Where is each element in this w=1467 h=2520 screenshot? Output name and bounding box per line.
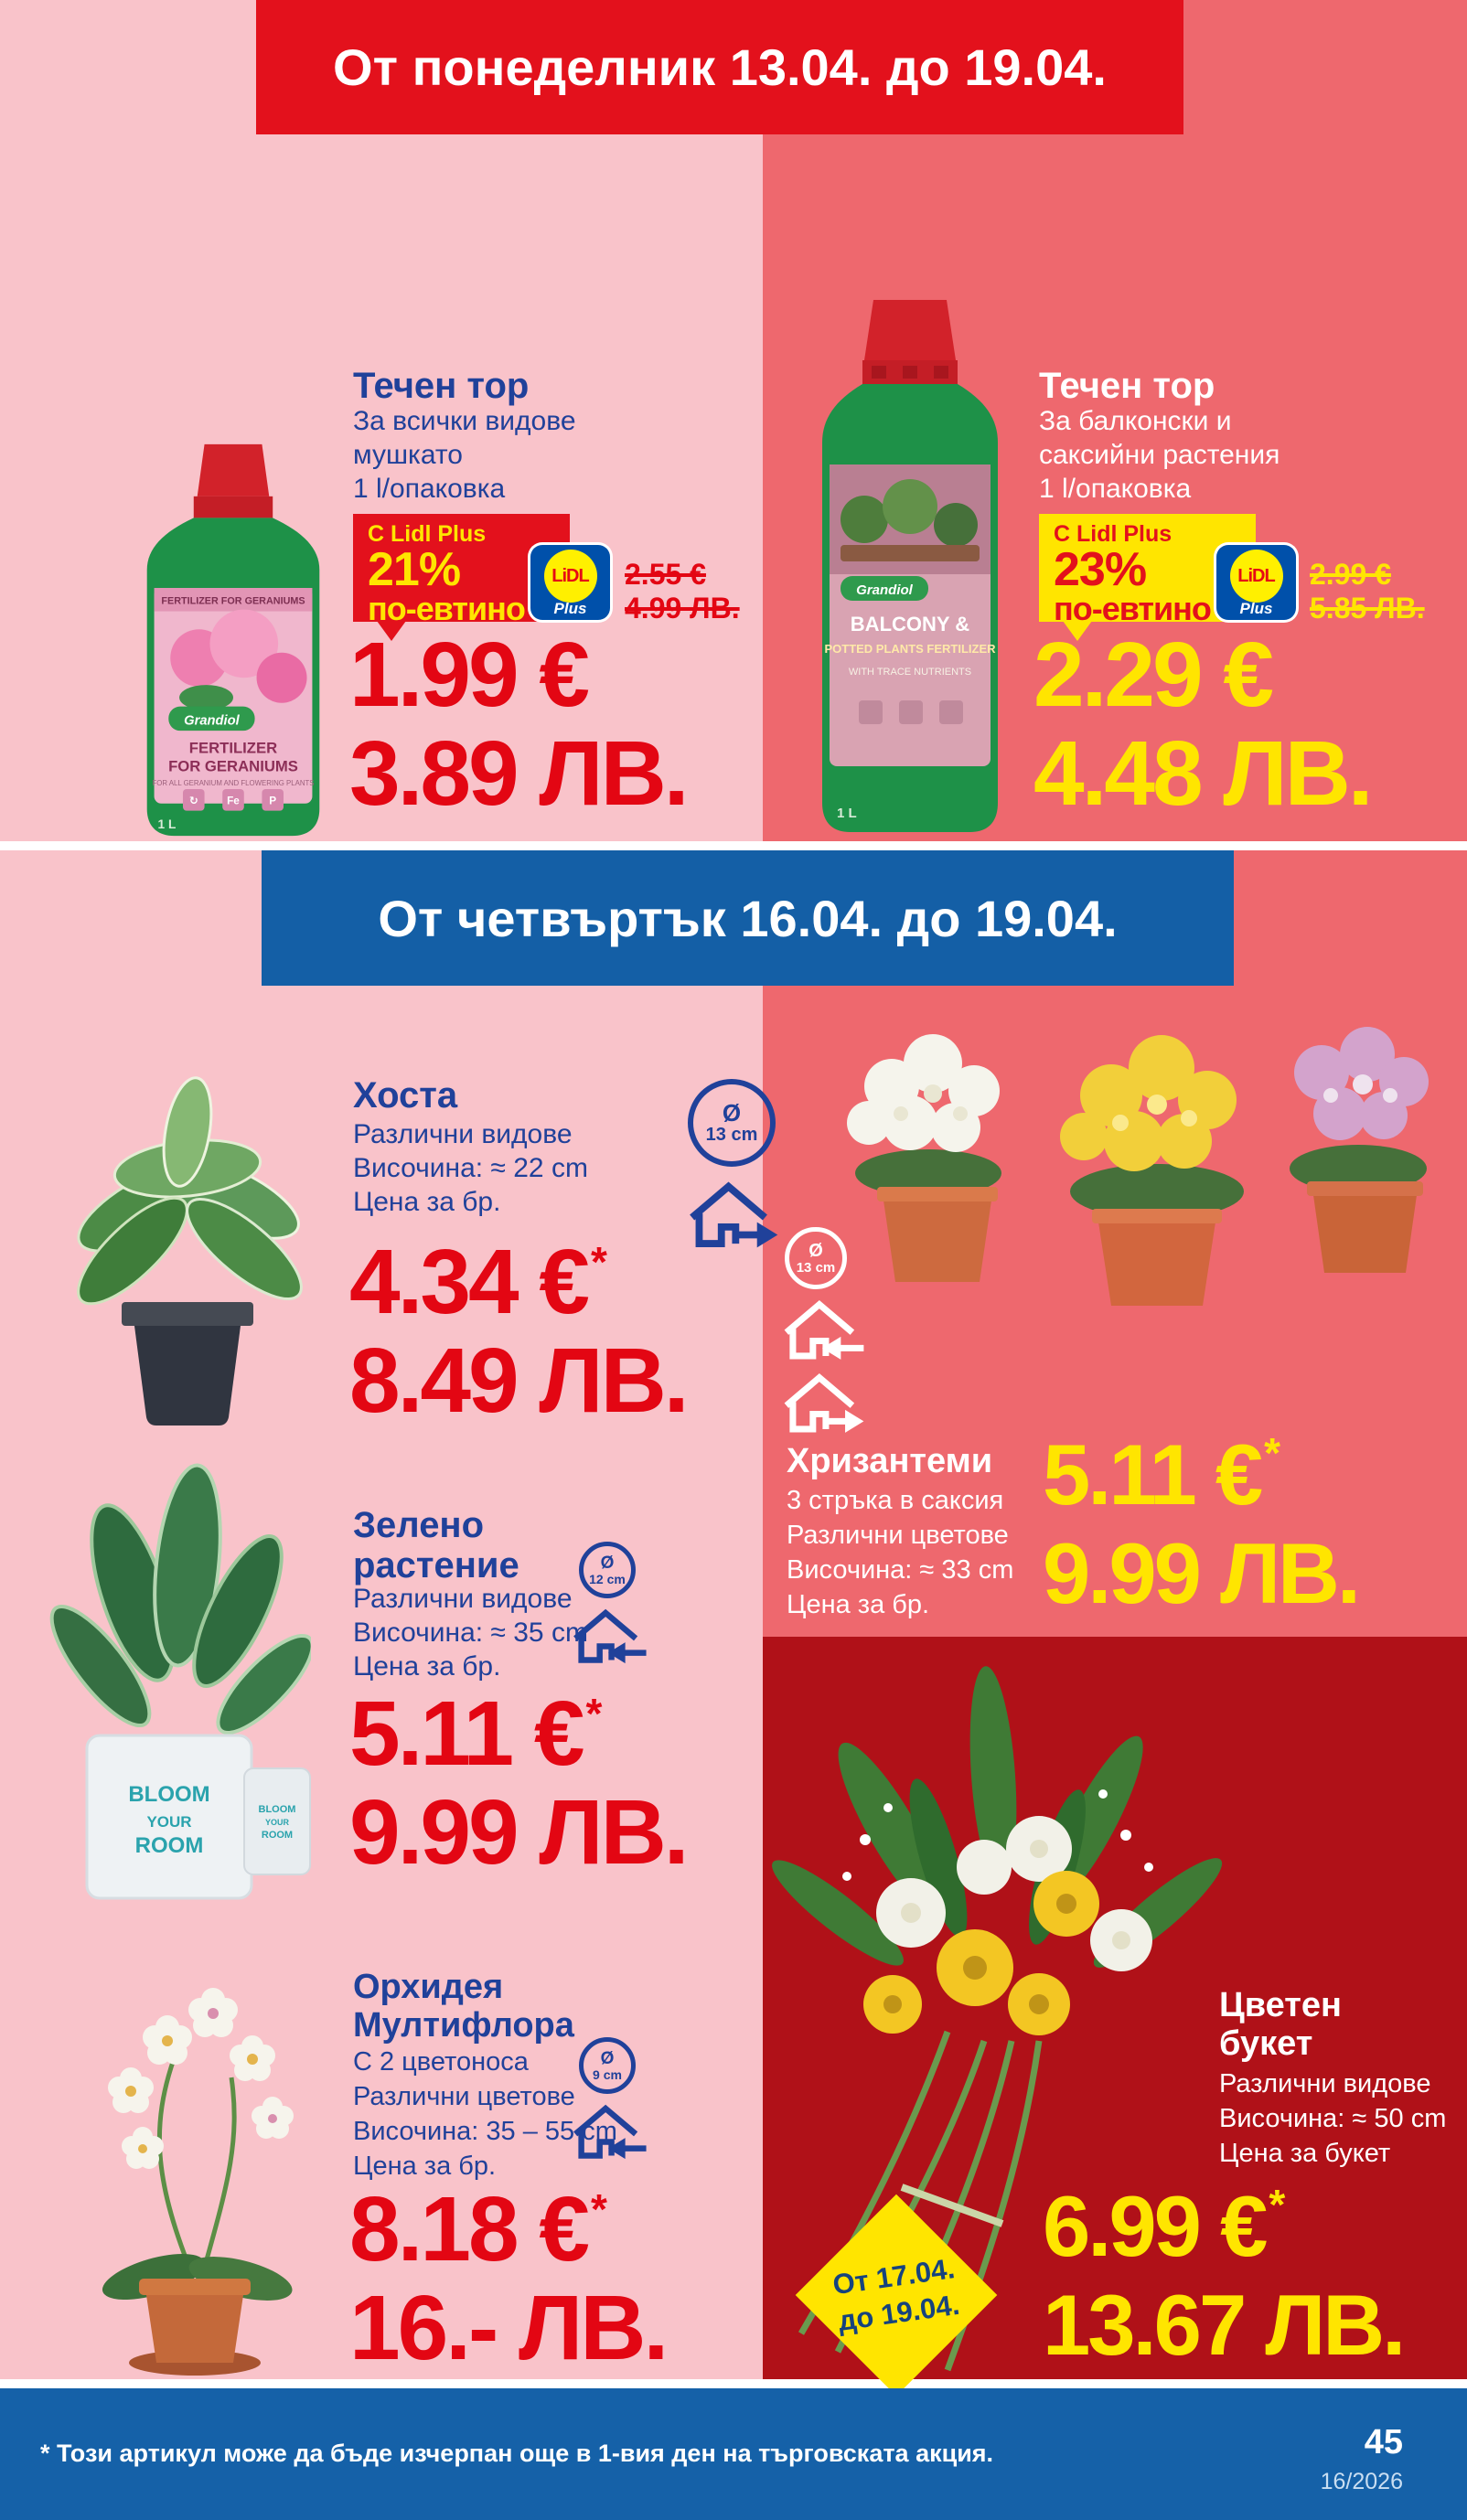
desc-line: Височина: 35 – 55 cm [353, 2117, 617, 2146]
diameter-symbol: Ø [722, 1099, 742, 1127]
desc-line: Височина: ≈ 50 cm [1219, 2104, 1447, 2133]
old-price-bgn: 4.99 ЛВ. [625, 592, 740, 625]
desc-line: Цена за бр. [353, 2152, 497, 2181]
product-title-orchid: Орхидея Мултифлора [353, 1968, 574, 2045]
product-desc-fert1 [353, 404, 576, 506]
price-eur-bouquet: 6.99 €* [1043, 2178, 1283, 2274]
price-bgn-fert1: 3.89 ЛВ. [349, 722, 687, 825]
price-eur-green: 5.11 €* [349, 1682, 600, 1785]
diameter-symbol: Ø [600, 1553, 615, 1573]
bottle2-brand: Grandiol [856, 582, 913, 598]
product-photo-fertilizer-geraniums [96, 437, 370, 841]
lidl-logo-circle: LiDL [544, 550, 597, 603]
price-bgn-bouquet: 13.67 ЛВ. [1043, 2277, 1404, 2373]
price-eur-chrys: 5.11 €* [1043, 1426, 1279, 1522]
pot2-text-room: ROOM [261, 1830, 294, 1841]
price-bgn-fert2: 4.48 ЛВ. [1033, 722, 1371, 825]
price-eur-orchid: 8.18 €* [349, 2178, 605, 2280]
date-banner-thursday [262, 850, 1234, 986]
desc-line: Височина: ≈ 22 cm [353, 1153, 588, 1183]
pot2-text-your: YOUR [264, 1818, 290, 1827]
bottle1-subtext: FOR ALL GERANIUM AND FLOWERING PLANTS [152, 779, 315, 788]
date-banner-monday [256, 0, 1183, 134]
asterisk: * [585, 1690, 600, 1737]
product-desc-green [353, 1582, 588, 1683]
desc-line: Различни видове [353, 1584, 573, 1614]
date-banner-monday-label: От понеделник 13.04. до 19.04. [333, 38, 1107, 96]
diameter-value: 12 cm [589, 1571, 626, 1586]
diameter-value: 13 cm [705, 1125, 758, 1145]
product-title-fert1: Течен тор [353, 366, 530, 406]
pot2-text-bloom: BLOOM [258, 1804, 296, 1815]
lidl-plus-logo [530, 545, 610, 620]
old-prices-fert2 [1310, 558, 1425, 625]
bottle1-icon2: Fe [227, 795, 240, 807]
asterisk: * [591, 1238, 605, 1286]
diameter-value: 9 cm [593, 2066, 622, 2082]
product-photo-hosta [50, 1022, 316, 1426]
bottle2-title1: BALCONY & [850, 613, 970, 635]
section-divider-bottom [0, 2379, 1467, 2388]
product-photo-fertilizer-balcony [782, 291, 1038, 839]
product-title-green: Зелено растение [353, 1505, 519, 1586]
product-desc-bouquet [1219, 2066, 1446, 2171]
price-bgn-orchid: 16.- ЛВ. [349, 2277, 667, 2379]
bottle2-volume: 1 L [837, 806, 857, 821]
lidl-logo-plus-label: Plus [553, 600, 587, 617]
pot-diameter-icon [579, 2037, 636, 2094]
indoor-plant-icon [569, 1606, 648, 1666]
old-price-eur: 2.99 € [1310, 558, 1391, 591]
bottle1-title1: FERTILIZER [188, 739, 278, 757]
desc-line: 1 l/опаковка [353, 474, 506, 504]
product-title-hosta: Хоста [353, 1075, 458, 1116]
badge-cheaper: по-евтино [1054, 590, 1211, 627]
bottle1-brand: Grandiol [184, 713, 240, 729]
issue-number: 16/2026 [1320, 2469, 1403, 2494]
price-bgn-chrys: 9.99 ЛВ. [1043, 1525, 1359, 1621]
product-photo-chrysanthemums [773, 986, 1467, 1306]
page-number: 45 [1364, 2423, 1403, 2461]
old-prices-fert1 [625, 558, 740, 625]
pot-diameter-icon [579, 1542, 636, 1598]
pot-diameter-icon [785, 1227, 847, 1289]
price-eur-hosta: 4.34 €* [349, 1231, 605, 1333]
indoor-plant-icon [779, 1297, 865, 1362]
diameter-symbol: Ø [600, 2048, 615, 2068]
desc-line: Цена за бр. [353, 1187, 501, 1217]
desc-line: 3 стръка в саксия [787, 1486, 1004, 1515]
desc-line: С 2 цветоноса [353, 2047, 529, 2077]
desc-line: Височина: ≈ 35 cm [353, 1618, 588, 1648]
price-bgn-hosta: 8.49 ЛВ. [349, 1329, 687, 1432]
badge-percent: 21% [368, 543, 461, 596]
desc-line: Различни цветове [353, 2082, 575, 2111]
desc-line: саксийни растения [1039, 440, 1280, 470]
bottle2-title2: POTTED PLANTS FERTILIZER [824, 642, 996, 656]
date-flash-diamond [794, 2193, 999, 2397]
indoor-plant-icon [569, 2101, 648, 2162]
pot-text-your: YOUR [146, 1813, 192, 1831]
diameter-value: 13 cm [796, 1259, 836, 1276]
bottle1-icon3: P [269, 795, 277, 807]
pot-diameter-icon [688, 1079, 776, 1167]
badge-cheaper: по-евтино [368, 590, 525, 627]
asterisk: * [591, 2185, 605, 2233]
product-desc-hosta [353, 1117, 588, 1219]
asterisk: * [1264, 1429, 1279, 1477]
badge-header: С Lidl Plus [1054, 521, 1173, 547]
desc-line: За балконски и [1039, 406, 1232, 436]
badge-header: С Lidl Plus [368, 521, 487, 547]
desc-line: 1 l/опаковка [1039, 474, 1192, 504]
product-desc-fert2 [1039, 404, 1280, 506]
product-title-fert2: Течен тор [1039, 366, 1215, 406]
lidl-logo-plus-label: Plus [1239, 600, 1273, 617]
lidl-logo-circle: LiDL [1230, 550, 1283, 603]
desc-line: Цена за бр. [787, 1590, 930, 1619]
diameter-symbol: Ø [808, 1240, 823, 1261]
badge-percent: 23% [1054, 543, 1147, 596]
old-price-eur: 2.55 € [625, 558, 706, 591]
pot-text-bloom: BLOOM [128, 1782, 210, 1807]
desc-line: Цена за букет [1219, 2139, 1391, 2168]
section-divider-top [0, 841, 1467, 850]
diamond-dates: От 17.04. до 19.04. [830, 2252, 962, 2337]
bottle1-icon1: ↻ [188, 795, 198, 807]
bottle1-label-strip: FERTILIZER FOR GERANIUMS [161, 595, 305, 607]
bottle1-volume: 1 L [157, 817, 177, 832]
asterisk: * [1269, 2181, 1283, 2228]
desc-line: Различни видове [353, 1119, 573, 1149]
old-price-bgn: 5.85 ЛВ. [1310, 592, 1425, 625]
lidl-plus-logo [1216, 545, 1296, 620]
price-eur-fert1: 1.99 € [349, 624, 588, 726]
desc-line: Цена за бр. [353, 1651, 501, 1682]
product-title-chrys: Хризантеми [787, 1442, 993, 1480]
desc-line: мушкато [353, 440, 463, 470]
bottle1-title2: FOR GERANIUMS [168, 757, 298, 775]
price-bgn-green: 9.99 ЛВ. [349, 1781, 687, 1884]
desc-line: Различни цветове [787, 1521, 1009, 1550]
product-desc-chrys [787, 1483, 1013, 1622]
desc-line: Различни видове [1219, 2069, 1431, 2098]
product-title-bouquet: Цветен букет [1219, 1986, 1342, 2063]
desc-line: Височина: ≈ 33 cm [787, 1555, 1014, 1585]
product-photo-green-plant [32, 1428, 311, 1909]
price-eur-fert2: 2.29 € [1033, 624, 1272, 726]
bottle2-subtext: WITH TRACE NUTRIENTS [848, 667, 972, 678]
outdoor-plant-icon [684, 1178, 779, 1251]
product-photo-orchid [44, 1904, 346, 2379]
pot-text-room: ROOM [134, 1833, 204, 1858]
desc-line: За всички видове [353, 406, 576, 436]
outdoor-plant-icon [779, 1370, 865, 1436]
date-banner-thursday-label: От четвъртък 16.04. до 19.04. [378, 889, 1118, 947]
footer-disclaimer: * Този артикул може да бъде изчерпан още в 1-вия ден на търговската акция. [40, 2440, 994, 2467]
